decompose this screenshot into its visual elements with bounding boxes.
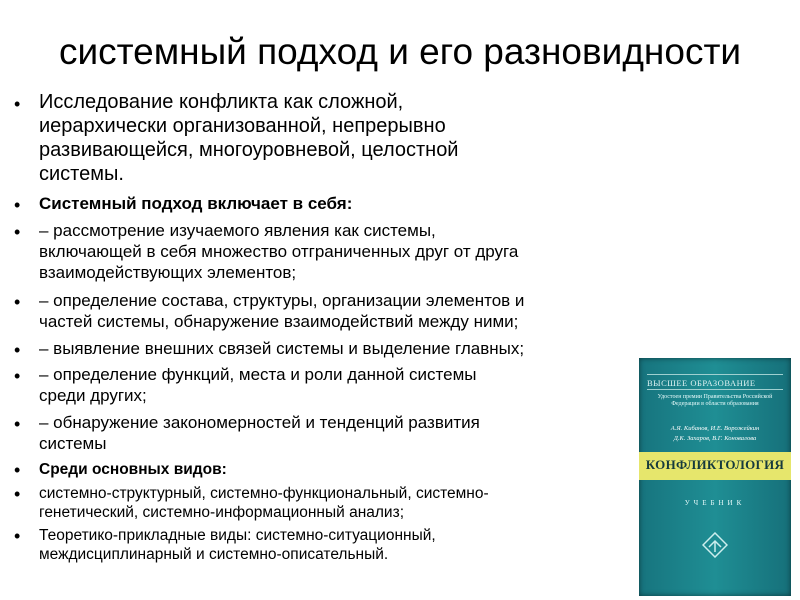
book-title: КОНФЛИКТОЛОГИЯ xyxy=(645,457,785,472)
bullet-text-line: междисциплинарный и системно-описательный. xyxy=(39,546,389,563)
book-authors-line: Д.К. Захаров, В.Г. Коновалова xyxy=(673,435,757,442)
book-cover-image xyxy=(639,358,791,596)
book-series: ВЫСШЕЕ ОБРАЗОВАНИЕ xyxy=(647,378,756,388)
bullet-dot: • xyxy=(14,195,21,215)
bullet-dot: • xyxy=(14,222,21,242)
bullet-dot: • xyxy=(14,94,21,114)
bullet-dot: • xyxy=(14,366,21,386)
bullet-text-line: генетический, системно-информационный анализ; xyxy=(39,504,404,521)
book-authors xyxy=(649,424,781,444)
bullet-dot: • xyxy=(14,340,21,360)
book-award: Удостоен премии Правительства Российской Федерации в области образования xyxy=(657,394,773,407)
bullet-text-line: иерархически организованной, непрерывно xyxy=(39,115,446,137)
bullet-text-line: системы. xyxy=(39,163,124,185)
bullet-text-line: – выявление внешних связей системы и выделение главных; xyxy=(39,339,525,358)
bullet-text-line: Системный подход включает в себя: xyxy=(39,194,353,213)
bullet-text-line: Исследование конфликта как сложной, xyxy=(39,91,404,113)
bullet-dot: • xyxy=(14,526,21,546)
bullet-dot: • xyxy=(14,460,21,480)
book-rule xyxy=(647,389,783,390)
bullet-text-line: среди других; xyxy=(39,386,147,405)
bullet-text-line: взаимодействующих элементов; xyxy=(39,263,297,282)
bullet-dot: • xyxy=(14,484,21,504)
bullet-text-line: – определение функций, места и роли данной системы xyxy=(39,365,477,384)
bullet-text-line: Среди основных видов: xyxy=(39,461,227,478)
bullet-text-line: – обнаружение закономерностей и тенденций развития xyxy=(39,413,480,432)
slide-title: системный подход и его разновидности xyxy=(58,31,742,72)
bullet-text-line: системы xyxy=(39,434,107,453)
book-authors-line: А.Я. Кибанов, И.Е. Ворожейкин xyxy=(670,425,760,432)
bullet-dot: • xyxy=(14,292,21,312)
bullet-text-line: включающей в себя множество отграниченных друг от друга xyxy=(39,242,519,261)
bullet-text-line: – рассмотрение изучаемого явления как системы, xyxy=(39,221,436,240)
bullet-text-line: Теоретико-прикладные виды: системно-ситуационный, xyxy=(39,527,436,544)
book-rule xyxy=(647,374,783,375)
book-type: УЧЕБНИК xyxy=(684,499,746,507)
bullet-text-line: – определение состава, структуры, организации элементов и xyxy=(39,291,525,310)
bullet-text-line: системно-структурный, системно-функциональный, системно- xyxy=(39,485,489,502)
bullet-text-line: частей системы, обнаружение взаимодействий между ними; xyxy=(39,312,519,331)
bullet-text-line: развивающейся, многоуровневой, целостной xyxy=(39,139,459,161)
publisher-logo-icon xyxy=(702,532,728,558)
bullet-dot: • xyxy=(14,414,21,434)
